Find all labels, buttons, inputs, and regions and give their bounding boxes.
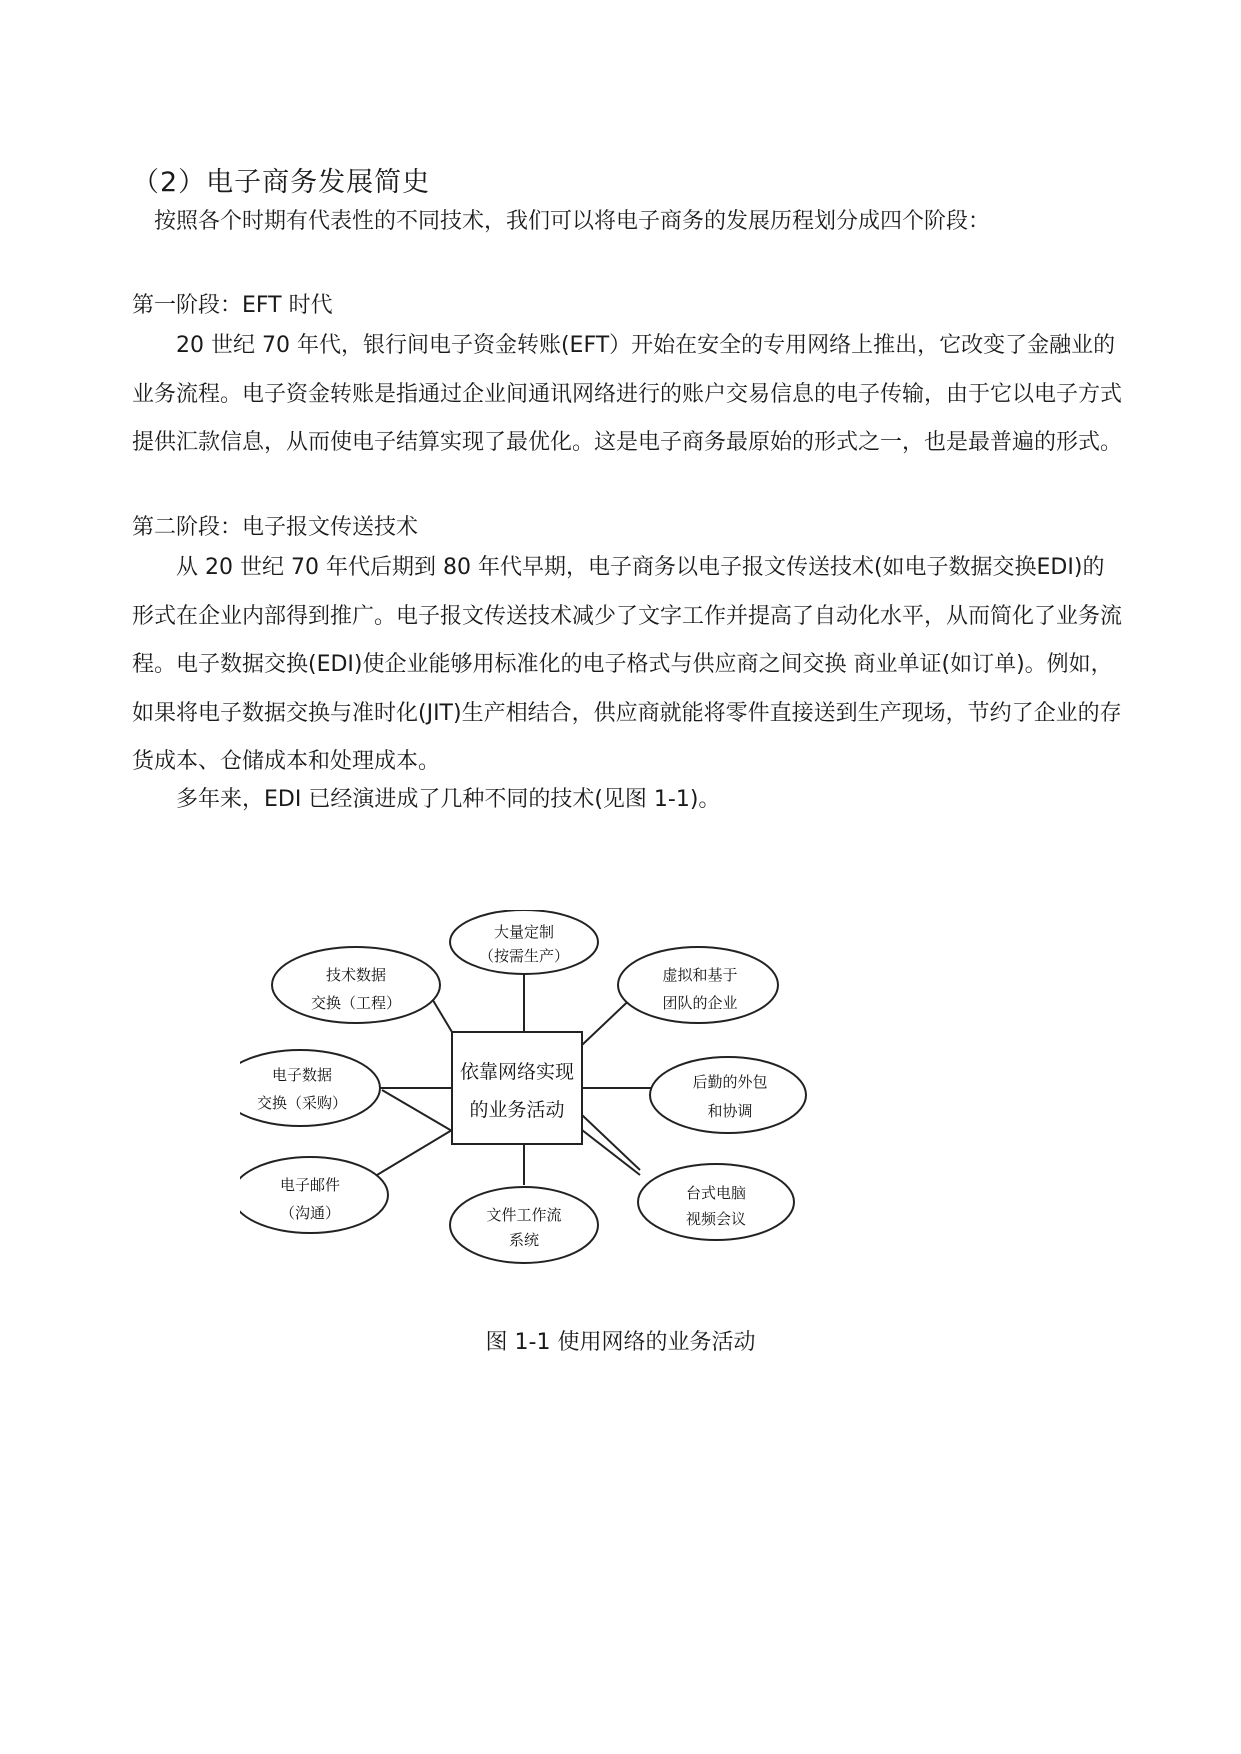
stage2-title: 第二阶段：电子报文传送技术 [132, 515, 419, 540]
node-right-line2: 和协调 [707, 1102, 753, 1120]
figure-caption: 图 1-1 使用网络的业务活动 [485, 1330, 756, 1355]
node-bottom-left-line2: （沟通） [279, 1204, 341, 1222]
node-right-line1: 后勤的外包 [692, 1073, 768, 1091]
node-document-workflow [450, 1187, 598, 1263]
stage1-title: 第一阶段：EFT 时代 [132, 293, 333, 318]
node-bottom-line1: 文件工作流 [486, 1206, 562, 1224]
center-label-line2: 的业务活动 [469, 1099, 565, 1121]
center-label-line1: 依靠网络实现 [459, 1061, 575, 1083]
node-bottom-left-line1: 电子邮件 [279, 1176, 341, 1194]
section-heading: （2）电子商务发展简史 [132, 167, 431, 198]
node-top-left-line2: 交换（工程） [310, 994, 402, 1012]
stage1-paragraph: 20 世纪 70 年代，银行间电子资金转账(EFT）开始在安全的专用网络上推出，它改变了金融业的业务流程。电子资金转账是指通过企业间通讯网络进行的账户交易信息的电子传输，由于它以电子方式提供汇款信息，从而使电子结算实现了最优化。这是电子商务最原始的形式之一，也是最普遍的形式。 [132, 333, 1123, 455]
node-left-line1: 电子数据 [271, 1066, 333, 1084]
node-bottom-right-line2: 视频会议 [685, 1210, 747, 1228]
stage2-paragraph: 从 20 世纪 70 年代后期到 80 年代早期，电子商务以电子报文传送技术(如电子数据交换EDI)的形式在企业内部得到推广。电子报文传送技术减少了文字工作并提高了自动化水平，从而简化了业务流程。电子数据交换(EDI)使企业能够用标准化的电子格式与供应商之间交换 商业单证(如订单)。例如，如果将电子数据交换与准时化(JIT)生产相结合，供应商就能将零件直接送到生产现场，节约了企业的存货成本、仓储成本和处理成本。 [132, 555, 1123, 774]
node-top-left-line1: 技术数据 [325, 966, 387, 984]
node-top-right-line1: 虚拟和基于 [662, 966, 738, 984]
business-activities-diagram [240, 910, 910, 1320]
node-logistics-outsourcing [650, 1057, 806, 1133]
node-top-right-line2: 团队的企业 [662, 994, 738, 1012]
node-top-line2: （按需生产） [478, 947, 570, 965]
node-edi-purchasing [240, 1050, 380, 1126]
center-box [452, 1032, 582, 1144]
node-bottom-right-line1: 台式电脑 [685, 1184, 747, 1202]
intro-paragraph: 按照各个时期有代表性的不同技术，我们可以将电子商务的发展历程划分成四个阶段： [132, 209, 991, 234]
node-top-line1: 大量定制 [493, 923, 555, 941]
node-bottom-line2: 系统 [508, 1231, 540, 1249]
node-desktop-video-conferencing [638, 1164, 794, 1240]
node-left-line2: 交换（采购） [256, 1094, 348, 1112]
stage2-followup: 多年来，EDI 已经演进成了几种不同的技术(见图 1-1)。 [132, 787, 721, 812]
